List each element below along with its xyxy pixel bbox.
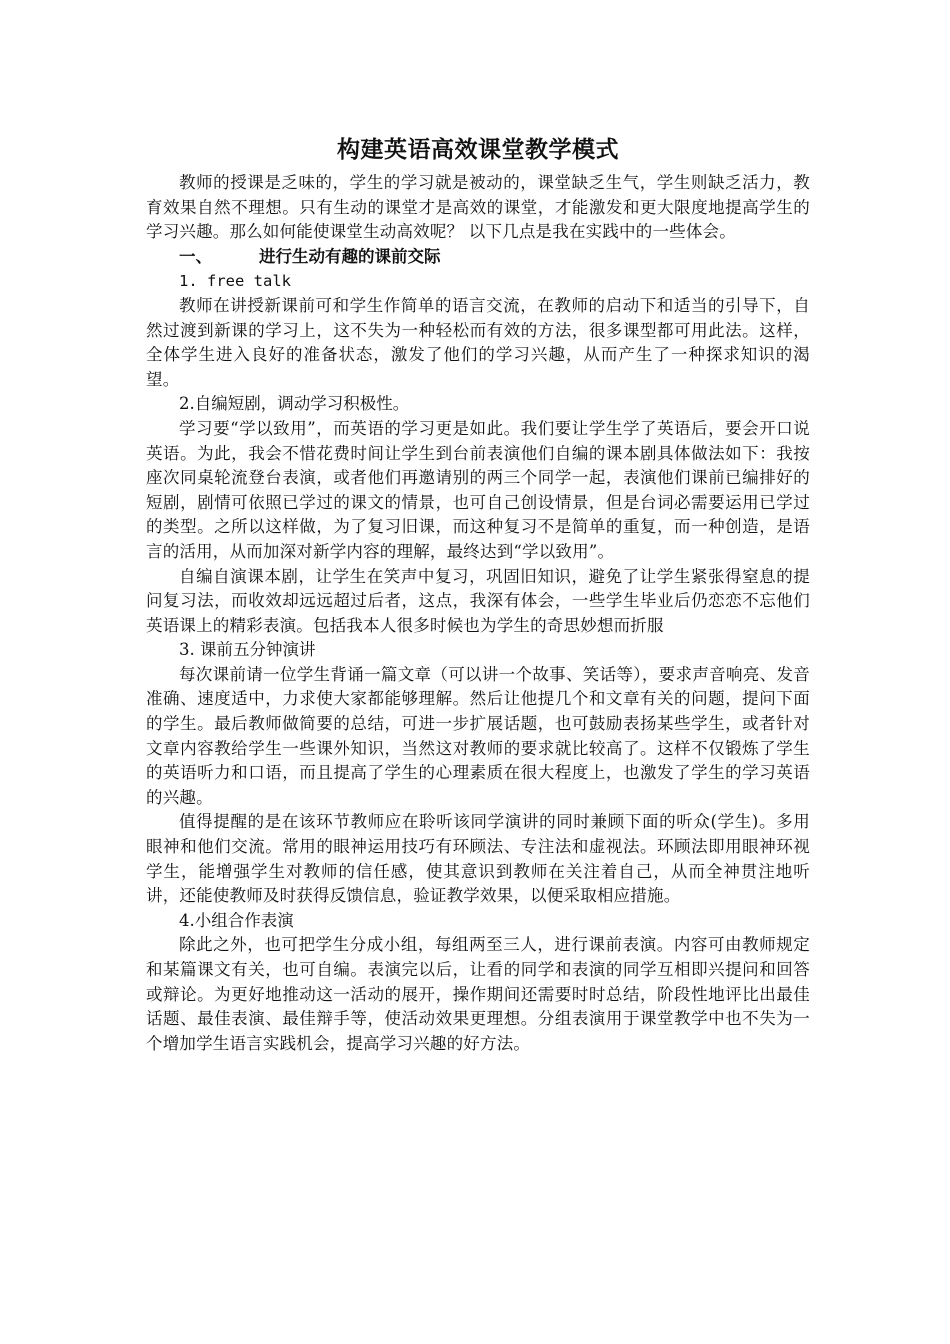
item-heading-group-performance: 4.小组合作表演 — [179, 910, 294, 930]
item-heading-free-talk: 1. free talk — [179, 272, 291, 291]
section-number: 一、 — [179, 246, 212, 266]
paragraph-short-play-2: 自编自演课本剧，让学生在笑声中复习，巩固旧知识，避免了让学生紧张得窒息的提问复习法，而收效却远远超过后者，这点，我深有体会，一些学生毕业后仍恋恋不忘他们英语课上的精彩表演。包括我本人很多时候也为学生的奇思妙想而折服 — [146, 566, 810, 635]
document-page — [146, 133, 810, 1056]
paragraph-short-play-1: 学习要“学以致用”，而英语的学习更是如此。我们要让学生学了英语后，要会开口说英语。为此，我会不惜花费时间让学生到台前表演他们自编的课本剧具体做法如下：我按座次同桌轮流登台表演，或者他们再邀请别的两三个同学一起，表演他们课前已编排好的短剧，剧情可依照已学过的课文的情景，也可自己创设情景，但是台词必需要运用已学过的类型。之所以这样做，为了复习旧课，而这种复习不是简单的重复，而一种创造，是语言的活用，从而加深对新学内容的理解，最终达到“学以致用”。 — [146, 418, 810, 561]
paragraph-free-talk: 教师在讲授新课前可和学生作简单的语言交流，在教师的启动下和适当的引导下，自然过渡到新课的学习上，这不失为一种轻松而有效的方法，很多课型都可用此法。这样，全体学生进入良好的准备状态，激发了他们的学习兴趣，从而产生了一种探求知识的渴望。 — [146, 295, 810, 389]
paragraph-group-performance: 除此之外，也可把学生分成小组，每组两至三人，进行课前表演。内容可由教师规定和某篇课文有关，也可自编。表演完以后，让看的同学和表演的同学互相即兴提问和回答或辩论。为更好地推动这一活动的展开，操作期间还需要时时总结，阶段性地评比出最佳话题、最佳表演、最佳辩手等，使活动效果更理想。分组表演用于课堂教学中也不失为一个增加学生语言实践机会，提高学习兴趣的好方法。 — [146, 935, 810, 1053]
paragraph-speech-1: 每次课前请一位学生背诵一篇文章（可以讲一个故事、笑话等），要求声音响亮、发音准确、速度适中，力求使大家都能够理解。然后让他提几个和文章有关的问题，提问下面的学生。最后教师做简要的总结，可进一步扩展话题，也可鼓励表扬某些学生，或者针对文章内容教给学生一些课外知识，当然这对教师的要求就比较高了。这样不仅锻炼了学生的英语听力和口语，而且提高了学生的心理素质在很大程度上，也激发了学生的学习英语的兴趣。 — [146, 664, 810, 807]
intro-paragraph: 教师的授课是乏味的，学生的学习就是被动的，课堂缺乏生气，学生则缺乏活力，教育效果自然不理想。只有生动的课堂才是高效的课堂，才能激发和更大限度地提高学生的学习兴趣。那么如何能使课堂生动高效呢？ 以下几点是我在实践中的一些体会。 — [146, 173, 810, 242]
section-heading-1 — [146, 245, 810, 270]
section-title: 进行生动有趣的课前交际 — [259, 246, 441, 266]
document-title: 构建英语高效课堂教学模式 — [337, 136, 619, 163]
item-heading-short-play: 2.自编短剧，调动学习积极性。 — [179, 394, 410, 414]
item-heading-five-minute-speech: 3. 课前五分钟演讲 — [179, 640, 316, 660]
paragraph-speech-2: 值得提醒的是在该环节教师应在聆听该同学演讲的同时兼顾下面的听众(学生)。多用眼神和他们交流。常用的眼神运用技巧有环顾法、专注法和虚视法。环顾法即用眼神环视学生，能增强学生对教师的信任感，使其意识到教师在关注着自己，从而全神贯注地听讲，还能使教师及时获得反馈信息，验证教学效果，以便采取相应措施。 — [146, 812, 810, 906]
